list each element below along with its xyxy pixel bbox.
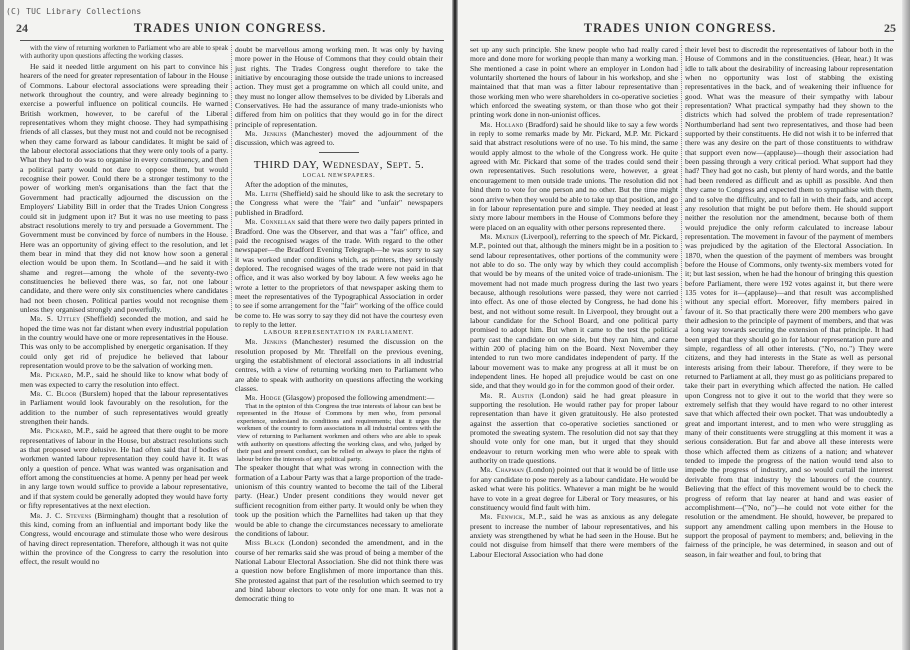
subheading-labour-representation: LABOUR REPRESENTATION IN PARLIAMENT.	[263, 330, 415, 337]
speaker-name: Mr. Holland	[480, 119, 524, 129]
paragraph: After the adoption of the minutes,	[245, 179, 348, 189]
paragraph: He said it needed little argument on his part to convince his hearers of the need for greater representation of labour in the House of Commons. Labour electoral associations were spreading their network throughout the country, and were already beginning to exercise a powerful influence on political councils. He warned British workmen, however, to be careful of the Liberal representatives whom they might choose. They had sympathising friends of all classes, but they must not and could not be recognised when they came forward as labour candidates. It might be said of the labour electoral associations that they were only tools of a party. What they had to do was to organise in every constituency, and then a political party would not dare to oppose them, but would recognise their power. Could there be a stronger testimony to the power of working men's organisations than the fact that the Government had practically adjourned the discussion on the Employers' Liability Bill in order that the Trades Union Congress could sit in judgment upon it? But it was no use meeting to pass abstract resolutions merely to try and persuade a Government. The Government must be convinced by force of numbers in the House. Here was an opportunity of giving effect to the resolution, and let them bear in mind that they did not know how soon a general election would be upon them. In Scotland—and he said it with shame and regret—among the whole of the seventy-two constituencies he believed there was, so far, not one labour candidate, and there were only six constituencies where candidates had not been chosen. Political parties would not recognise them unless they organised strongly and powerfully.	[20, 62, 228, 314]
speaker-name: Mr. Matkin	[480, 231, 519, 241]
section-rule	[319, 152, 359, 154]
speaker-name: Mr. Pickard, M.P.	[30, 370, 92, 380]
day-heading	[235, 158, 443, 172]
page-number: 25	[884, 21, 896, 35]
speech-paragraph: Mr. C. Bloor (Burslem) hoped that the labour representatives in Parliament would look favourably on the resolution, for the addition to the number of such representatives would greatly strengthen their hands.	[20, 389, 228, 427]
paragraph: set up any such principle. She knew people who had really cared more and done more for working people than many a working man. She mentioned a case in point where an employer in London had voluntarily shortened the hours of labour in his workshop, and she maintained that that man was a fitter labour representative than those working men who were shareholders in co-operative societies which enforced the sweating system, or than those who got their printing work done in non-unionist offices.	[470, 45, 678, 120]
paragraph: their level best to discredit the representatives of labour both in the House of Commons and in the constituencies. (Hear, hear.) It was idle to talk about the desirability of increasing labour representation when no opportunity was lost of stabbing the existing representatives in the back, and of weakening their influence for good. What was the measure of their sympathy with labour representation? What practical sympathy had they shown to the districts which had solved the problem of trade representation? Northumberland had sent two representatives, and those had been supported by their constituents. He did not wish it to be inferred that there was any desire on the part of those constituents to withdraw that support even now—(applause)—though their association had been passing through a very critical period. What support had they had? They had got no cash, but plenty of hard words, and the battle had been rendered as difficult and as uphill as possible. And then they came to Congress and expected them to sympathise with them, and to solve the difficulty, and to fall in with their fads, and accept any resolution that might be put before them. He should support neither the resolution nor the amendment, because both of them would prejudice the only reform calculated to increase labour representation. The movement in favour of the payment of members was prejudiced by the agitation of the Electoral Association. In 1870, when the question of the payment of members was brought before the House of Commons, only twenty-six members voted for it; but last session, when he had the honour of bringing this question before Parliament, there were 192 votes against it, but there were 135 votes for it—(applause)—and that result was accomplished without any special effort. Moreover, fifty members paired in favour of it. So that practically there were 200 members who gave their adhesion to the principle of payment of members, and that was a long way towards securing the extension of that principle. It had been urged that they should go in for labour representation pure and simple, regardless of all other interests. ("No, no.") They were citizens, and they had interests in the State as well as personal interests arising from their labour. Therefore, if they were to be returned to Parliament at all, they must go as politicians prepared to take their part in everything which affected the nation. He called upon Congress not to give it out to the world that they were so extremely selfish that they would have regard to no other interest save that which affected their own pocket. That was undoubtedly a great and important interest, and to men who were struggling as many of their constituents were struggling at this moment it was a serious consideration. But far and above all these interests were those which affected them as citizens of a nation; and whatever tended to impede the progress of the nation would tend also to impede the progress of industry, and so would curtail the interest derivable from that industry by the labourers of the country. Believing that the effect of this movement would be to check the progress of reform that lay nearer at hand and was easier of accomplishment—("No, no")—he could not vote either for the resolution or the amendment. He should, however, be prepared to support any amendment calling upon members in the House to support the proposal of payment to members; and, believing in the fairness of the principle, he was determined, in season and out of season, in fair weather and foul, to bring that	[685, 45, 893, 559]
column-right-1	[470, 45, 678, 559]
subheading-local-newspapers: LOCAL NEWSPAPERS.	[302, 172, 376, 179]
page-right	[462, 0, 898, 650]
running-title: TRADES UNION CONGRESS.	[583, 21, 777, 35]
speech-paragraph: Mr. Pickard, M.P., said he agreed that there ought to be more representatives of labour in the House, but abstract resolutions such as that proposed were delusive. He had often said that if bodies of workmen wanted labour representation they could have it. It was only a question of pence. What was wanted was organisation and effort among the constituencies at home. A penny per head per week in any large town would suffice to provide a labour representative, and if that system could be generally adopted they would have forty or fifty representatives at the next election.	[20, 426, 228, 511]
column-rule	[231, 45, 233, 310]
speech-paragraph: Mr. Leith (Sheffield) said he should like to ask the secretary to the Congress what were the "fair" and "unfair" newspapers published in Bradford.	[235, 189, 443, 217]
speaker-name: Mr. J. C. Stevens	[30, 510, 92, 520]
text-block	[235, 45, 443, 148]
speech-paragraph: Mr. Hodge (Glasgow) proposed the following amendment:—	[245, 393, 435, 403]
speaker-name: Mr. C. Bloor	[30, 389, 77, 399]
speech-paragraph: Mr. Connellan said that there were two daily papers printed in Bradford. One was the Observer, and that was a "fair" office, and paid the recognised wages of the trade. With regard to the other newspaper—the Bradford Evening Telegraph—he was sorry to say it was worked under conditions which, as printers, they seriously deplored. The recognised wages of the trade were not paid in that office, and it was also worked by boy labour. A few weeks ago he wrote a letter to the proprietors of that newspaper asking them to meet the representatives of the Typographical Association in order to see if some arrangement for the "fair" working of the office could be come to. He was sorry to say they did not have the courtesy even to reply to the letter.	[235, 217, 443, 329]
paragraph: The speaker thought that what was wrong in connection with the formation of a Labour Party was that a large proportion of the trade-unionism of this country wanted to become the tail of the Liberal party. (Hear.) Under present conditions they would never get sufficient recognition from either party. It would only be when they took up the position which the Parnellites had taken up that they would be able to change the circumstances necessary to ameliorate the conditions of labour.	[235, 463, 443, 538]
watermark: (C) TUC Library Collections	[6, 7, 142, 16]
header-rule	[20, 40, 444, 42]
speaker-name: Mr. Jenkins	[245, 129, 287, 139]
speaker-name: Mr. Jenkins	[245, 337, 287, 347]
day-heading-main: THIRD DAY,	[253, 158, 323, 171]
text-block	[235, 337, 443, 603]
speech-paragraph: Mr. Jenkins (Manchester) moved the adjournment of the discussion, which was agreed to.	[235, 129, 443, 148]
speech-paragraph: Mr. R. Austin (London) said he had great pleasure in supporting the resolution. He would rather pay for proper labour representation than have it given gratuitously. He also protested against the assertion that co-operative societies sanctioned or promoted the sweating system. The resolution did not say that they should vote only for one man, but it urged that they should endeavour to return working men who were able to speak with authority on trade questions.	[470, 390, 678, 466]
running-title: TRADES UNION CONGRESS.	[133, 21, 327, 35]
text-block	[235, 180, 443, 330]
speaker-name: Mr. Leith	[245, 189, 278, 199]
column-left-2	[235, 45, 443, 604]
speech-paragraph: Mr. Pickard, M.P., said he should like to know what body of men was expected to carry the resolution into effect.	[20, 370, 228, 389]
speaker-name: Miss Black	[245, 538, 285, 548]
column-right-2	[685, 45, 893, 559]
column-left-1	[20, 45, 228, 567]
speech-paragraph: Mr. Fenwick, M.P., said he was as anxious as any delegate present to increase the number of labour representatives, and his anxiety was strengthened by what he had seen in the House. But he could not disguise from himself that there were members of the Labour Electoral Association who had done	[470, 512, 678, 559]
speaker-name: Mr. Fenwick, M.P.	[480, 512, 545, 522]
columns	[470, 45, 894, 650]
speaker-name: Mr. Connellan	[245, 217, 296, 227]
running-head	[462, 21, 898, 35]
column-rule	[681, 45, 683, 310]
day-heading-date: Wednesday, Sept. 5.	[322, 158, 425, 171]
speaker-name: Mr. Pickard, M.P.	[30, 426, 92, 436]
page-number: 24	[16, 21, 28, 35]
header-rule	[470, 40, 894, 42]
columns	[20, 45, 444, 650]
page-edge-left	[0, 0, 4, 650]
speaker-name: Mr. R. Austin	[480, 390, 534, 400]
speech-paragraph: Mr. Chapman (London) pointed out that it would be of little use for any candidate to pose merely as a labour candidate. He would be asked what were his politics. Whatever a man might be he would have to vote in a great degree for Liberal or Tory measures, or his constituency would find fault with him.	[470, 465, 678, 512]
speech-paragraph: Miss Black (London) seconded the amendment, and in the course of her remarks said she was proud of being a member of the National Labour Electoral Association. She did not think there was a question now before Englishmen of more importance than this. She protested against that part of the resolution which seemed to try and bind labour electors to vote only for one man. It was not a democratic thing to	[235, 538, 443, 604]
speaker-name: Mr. Hodge	[245, 393, 281, 403]
speech-paragraph: Mr. Matkin (Liverpool), referring to the speech of Mr. Pickard, M.P., pointed out that, although the miners might be in a position to send labour representatives, other portions of the community were not able to do so. The only way by which they could accomplish that would be by means of the united voice of trade-unionism. The movement had not made much progress during the last two years because, although resolutions were passed, they were not carried into effect. As one of those elected by Congress, he had done his best, and not without some result. In Liverpool, they brought out a labour candidate for the School Board, and one political party promised to adopt him. But when it came to the test the political party cast the candidate on one side, but they ran him, and came within 200 of placing him on the Board. Next November they intended to run two more candidates independent of party. If the labour movement was to make any progress at all it must be on independent lines. He hoped all prejudice would be cast on one side, and that they would go in for the common good of their order.	[470, 231, 678, 391]
page-left	[12, 0, 448, 650]
paragraph: doubt be marvellous among working men. It was only by having more power in the House of Commons that they could obtain their just rights. The Trades Congress ought therefore to take the initiative by encouraging those outside the trade unions to increased action. They must get a programme on which all could unite, and they must no longer allow themselves to be divided by Liberals and Conservatives. He had the assurance of many trade-unionists who differed from him on politics that they would go in for the direct principle of representation.	[235, 45, 443, 129]
speaker-name: Mr. Chapman	[480, 465, 525, 475]
paragraph: with the view of returning workmen to Parliament who are able to speak with authority upon questions affecting the working classes.	[20, 45, 228, 60]
speech-paragraph: Mr. S. Uttley (Sheffield) seconded the motion, and said he hoped the time was not far distant when every industrial population in the country would have one or more representatives in the House. This was only to be accomplished by energetic organisation. If they could only get rid of prejudice he believed that labour representation would prove to be the salvation of working men.	[20, 314, 228, 370]
speaker-name: Mr. S. Uttley	[30, 314, 81, 324]
page-edge-right	[902, 0, 910, 650]
book-gutter	[452, 0, 458, 650]
speech-paragraph: Mr. Holland (Bradford) said he should like to say a few words in reply to some remarks made by Mr. Pickard, M.P. Mr. Pickard said that abstract resolutions were of no use. To his mind, the same would apply almost to the whole of the Congress work. He quite agreed with Mr. Pickard that some of the trades could send their own representatives. Such resolutions were, however, a great encouragement to men outside trade unions. The resolution did not bind them to vote for one person and no other. But the time might soon arrive when they would be able to take up that position, and go in for labour representation pure and simple. They needed at least sixty more labour members in the House of Commons before they were placed on an equality with other persons represented there.	[470, 119, 678, 232]
speech-paragraph: Mr. Jenkins (Manchester) resumed the discussion on the resolution proposed by Mr. Threlfall on the previous evening, urging the establishment of electoral associations in all industrial centres, with a view of returning working men to Parliament who are able to speak with authority on questions affecting the working classes.	[235, 337, 443, 393]
speech-paragraph: Mr. J. C. Stevens (Birmingham) thought that a resolution of this kind, coming from an influential and important body like the Congress, would encourage and stimulate those who were desirous of having direct representation. Therefore, although it was not quite within the province of the Congress to carry the resolution into effect, the result would no	[20, 510, 228, 567]
amendment-text: That in the opinion of this Congress the true interests of labour can best be represented in the House of Commons by men who, from personal experience, understand its conditions and requirements; that it urges the workmen of the country to form associations in all industrial centres with the view of returning to Parliament workmen and others who are able to speak with authority on questions affecting the working class, and who, judged by their past and present conduct, can be relied on always to place the rights of labour before the interests of any political party.	[237, 402, 441, 463]
running-head	[12, 21, 448, 35]
